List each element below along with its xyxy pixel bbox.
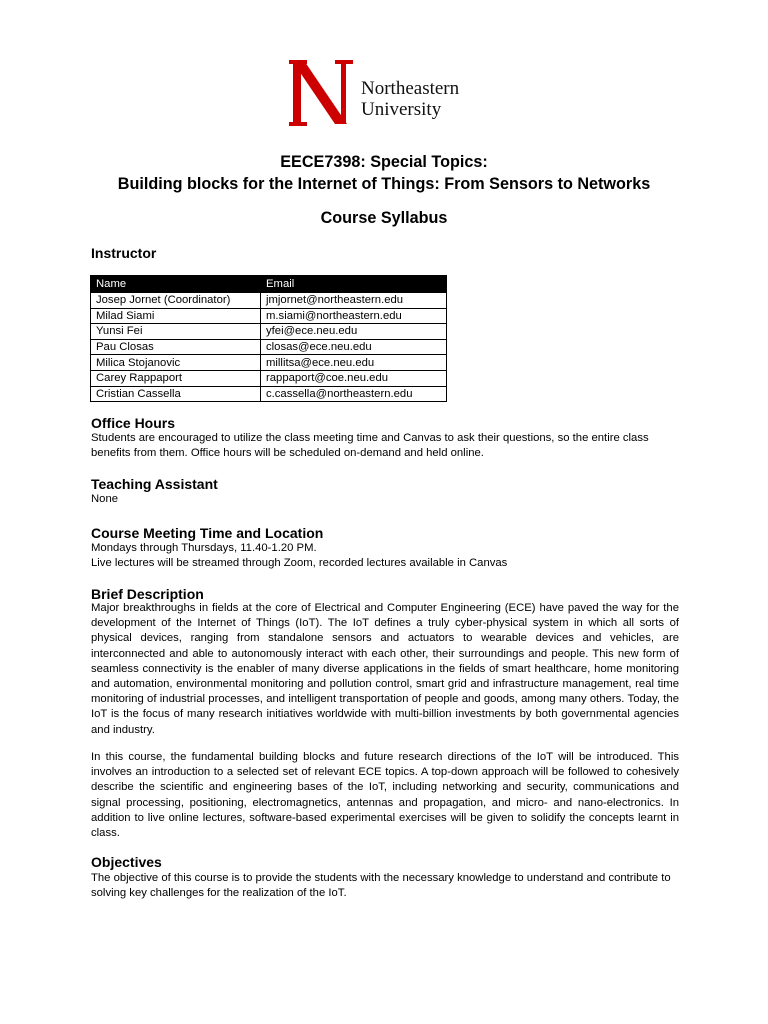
logo-line-1: Northeastern <box>361 78 460 99</box>
column-header-name: Name <box>91 276 261 293</box>
meeting-heading: Course Meeting Time and Location <box>91 525 324 541</box>
table-row <box>91 308 447 324</box>
table-row <box>91 355 447 371</box>
instructor-email: closas@ece.neu.edu <box>261 339 447 355</box>
teaching-assistant-heading: Teaching Assistant <box>91 476 218 492</box>
objectives-heading: Objectives <box>91 854 162 870</box>
instructor-name: Yunsi Fei <box>91 324 261 340</box>
course-code-title: EECE7398: Special Topics: <box>280 153 488 171</box>
logo-wordmark <box>361 78 459 120</box>
instructor-name: Milica Stojanovic <box>91 355 261 371</box>
course-subtitle: Building blocks for the Internet of Things: From Sensors to Networks <box>117 175 651 193</box>
column-header-email: Email <box>261 276 447 293</box>
office-hours-heading: Office Hours <box>91 415 176 431</box>
table-row <box>91 370 447 386</box>
office-hours-text: Students are encouraged to utilize the class meeting time and Canvas to ask their questions, so the entire class benefits from them. Office hours will be scheduled on-demand and held online. <box>91 432 649 460</box>
description-paragraph-1: Major breakthroughs in fields at the core of Electrical and Computer Engineering (ECE) have paved the way for the development of the Internet of Things (IoT). The IoT defines a truly cyber-physical system in which all sorts of physical devices, ranging from standalone sensors and actuators to wearable devices and vehicles, are interconnected and able to autonomously interact with each other, their surroundings and people. This new form of seamless connectivity is the enabler of many diverse applications in the fields of smart healthcare, home monitoring and automation, environmental monitoring and pollution control, smart grid and infrastructure management, real time monitoring of industrial processes, and intelligent transportation of people and goods, among many others. Today, the IoT is the focus of many research initiatives worldwide with multi-billion investments by both governmental agencies and industry. <box>91 602 679 736</box>
objectives-text: The objective of this course is to provide the students with the necessary knowledge to understand and contribute to solving key challenges for the realization of the IoT. <box>91 872 671 900</box>
table-row <box>91 386 447 402</box>
table-row <box>91 324 447 340</box>
university-logo <box>289 58 489 128</box>
instructor-table <box>90 275 447 402</box>
instructor-email: yfei@ece.neu.edu <box>261 324 447 340</box>
instructor-email: c.cassella@northeastern.edu <box>261 386 447 402</box>
instructor-name: Josep Jornet (Coordinator) <box>91 293 261 309</box>
table-header-row <box>91 276 447 293</box>
table-row <box>91 293 447 309</box>
description-heading: Brief Description <box>91 586 204 602</box>
table-row <box>91 339 447 355</box>
course-title-block <box>0 151 768 195</box>
logo-line-2: University <box>361 99 442 120</box>
instructor-email: m.siami@northeastern.edu <box>261 308 447 324</box>
document-title: Course Syllabus <box>320 209 448 227</box>
instructor-email: jmjornet@northeastern.edu <box>261 293 447 309</box>
meeting-time-text: Mondays through Thursdays, 11.40-1.20 PM. <box>91 542 317 554</box>
instructor-name: Milad Siami <box>91 308 261 324</box>
instructor-email: rappaport@coe.neu.edu <box>261 370 447 386</box>
northeastern-n-mark-icon <box>289 58 355 128</box>
instructor-name: Pau Closas <box>91 339 261 355</box>
instructor-email: millitsa@ece.neu.edu <box>261 355 447 371</box>
teaching-assistant-text: None <box>91 493 119 505</box>
meeting-location-text: Live lectures will be streamed through Zoom, recorded lectures available in Canvas <box>91 557 508 569</box>
instructor-heading: Instructor <box>91 245 157 261</box>
description-paragraph-2: In this course, the fundamental building blocks and future research directions of the IoT will be introduced. This involves an introduction to a selected set of relevant ECE topics. A top-down approach will be followed to cohesively describe the scientific and engineering bases of the IoT, including networking and security, communications and signal processing, positioning, electromagnetics, antennas and propagation, and micro- and nano-electronics. In addition to live online lectures, software-based experimental exercises will be given to solidify the concepts learnt in class. <box>91 751 679 840</box>
instructor-name: Carey Rappaport <box>91 370 261 386</box>
instructor-name: Cristian Cassella <box>91 386 261 402</box>
